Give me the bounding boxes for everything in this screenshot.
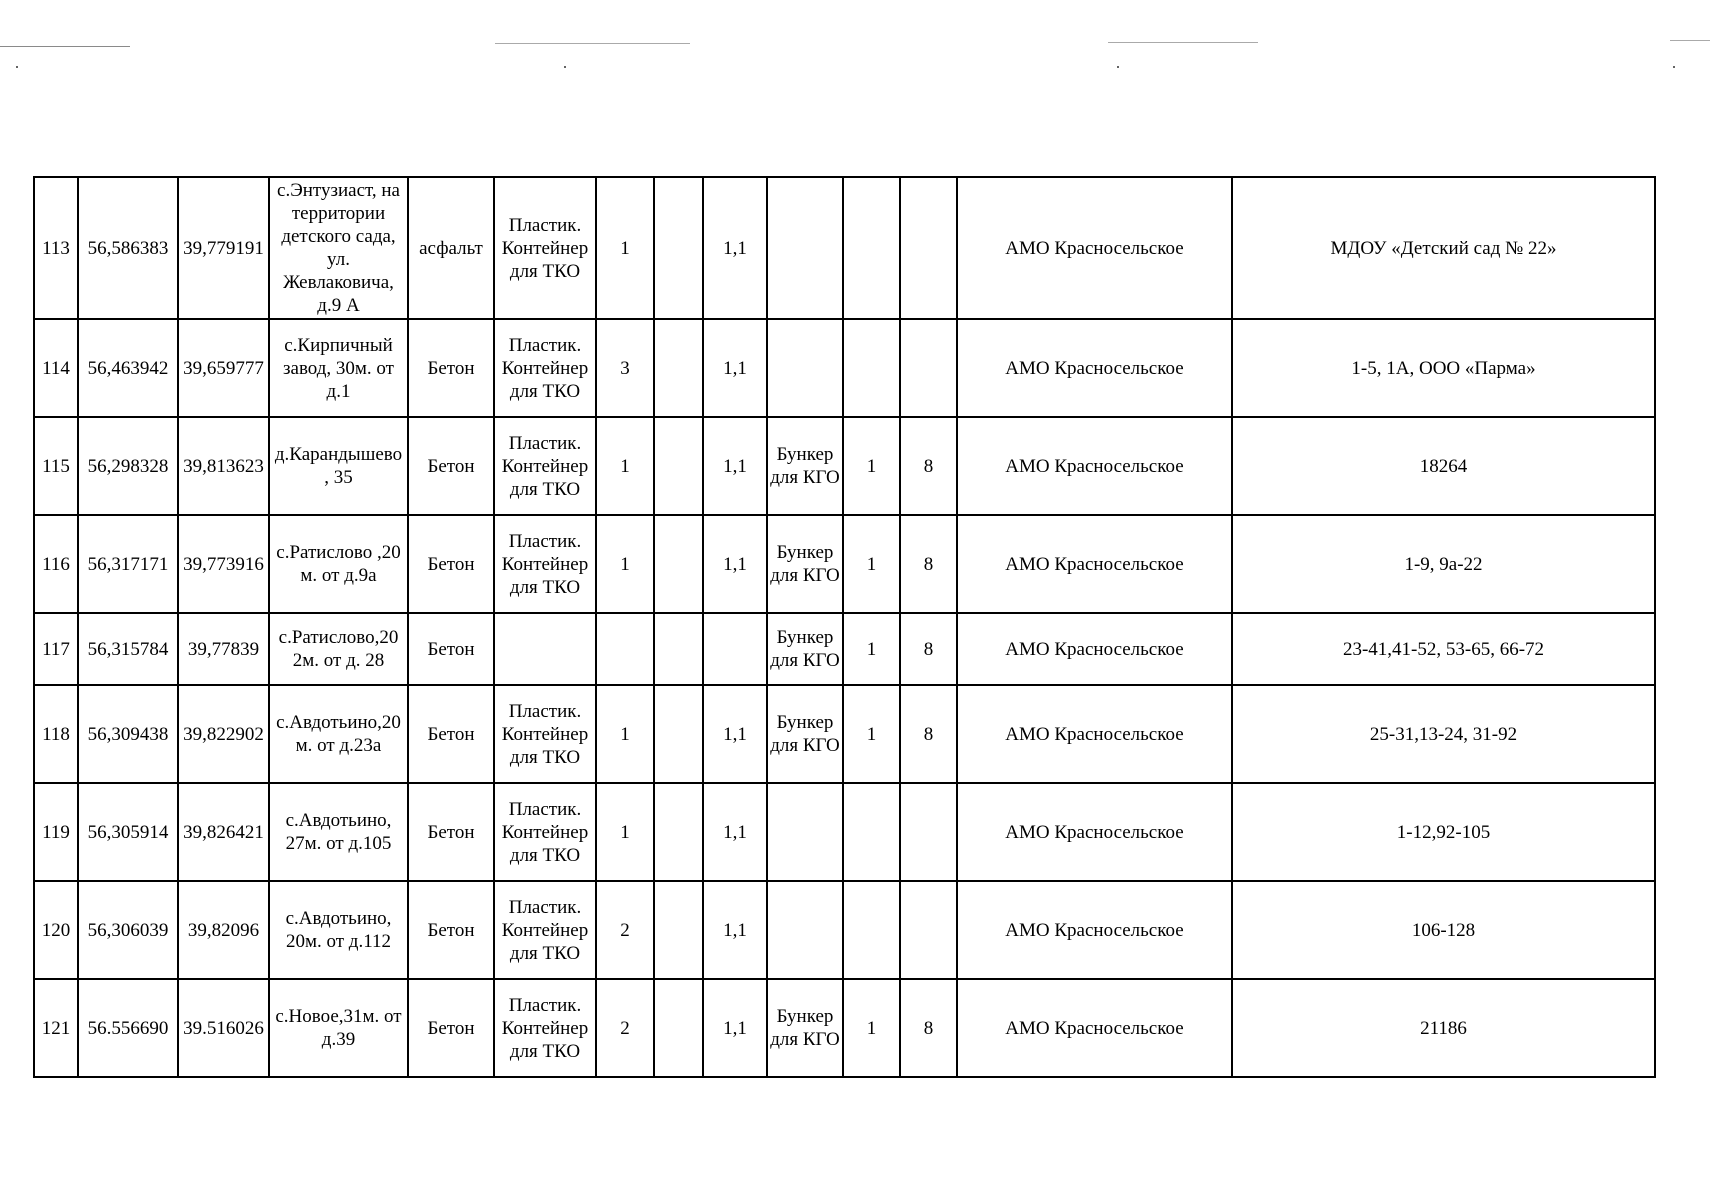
- container-count-cell: 2: [596, 979, 654, 1077]
- owner-cell: АМО Красносельское: [957, 417, 1232, 515]
- served-objects-cell: 23-41,41-52, 53-65, 66-72: [1232, 613, 1655, 685]
- bunker-volume-cell: 8: [900, 685, 957, 783]
- container-volume-cell: 1,1: [703, 881, 767, 979]
- bunker-count-cell: 1: [843, 613, 900, 685]
- bunker-type-cell: Бункер для КГО: [767, 613, 843, 685]
- table-row: [34, 685, 1655, 783]
- longitude-cell: 39,779191: [178, 177, 269, 319]
- bunker-volume-cell: 8: [900, 979, 957, 1077]
- bunker-type-cell: [767, 783, 843, 881]
- empty-cell: [654, 319, 703, 417]
- container-type-cell: [494, 613, 596, 685]
- container-volume-cell: 1,1: [703, 979, 767, 1077]
- latitude-cell: 56,305914: [78, 783, 178, 881]
- table-row: [34, 515, 1655, 613]
- empty-cell: [654, 613, 703, 685]
- surface-cell: Бетон: [408, 417, 494, 515]
- empty-cell: [654, 783, 703, 881]
- row-number-cell: 119: [34, 783, 78, 881]
- container-type-cell: Пластик. Контейнер для ТКО: [494, 979, 596, 1077]
- table-row: [34, 319, 1655, 417]
- served-objects-cell: 1-9, 9а-22: [1232, 515, 1655, 613]
- table-row: [34, 613, 1655, 685]
- owner-cell: АМО Красносельское: [957, 783, 1232, 881]
- surface-cell: Бетон: [408, 515, 494, 613]
- scan-artifact-line: [1670, 40, 1710, 41]
- bunker-count-cell: 1: [843, 685, 900, 783]
- container-type-cell: Пластик. Контейнер для ТКО: [494, 177, 596, 319]
- owner-cell: АМО Красносельское: [957, 613, 1232, 685]
- served-objects-cell: 1-12,92-105: [1232, 783, 1655, 881]
- container-volume-cell: 1,1: [703, 783, 767, 881]
- longitude-cell: 39,826421: [178, 783, 269, 881]
- empty-cell: [654, 515, 703, 613]
- container-count-cell: 2: [596, 881, 654, 979]
- owner-cell: АМО Красносельское: [957, 979, 1232, 1077]
- table-row: [34, 881, 1655, 979]
- table-container: [33, 176, 1656, 1078]
- row-number-cell: 116: [34, 515, 78, 613]
- bunker-count-cell: 1: [843, 515, 900, 613]
- bunker-count-cell: 1: [843, 979, 900, 1077]
- served-objects-cell: 25-31,13-24, 31-92: [1232, 685, 1655, 783]
- bunker-count-cell: [843, 881, 900, 979]
- container-count-cell: 3: [596, 319, 654, 417]
- served-objects-cell: 21186: [1232, 979, 1655, 1077]
- scan-artifact-line: [1108, 42, 1258, 43]
- scan-artifact-dot: [16, 66, 18, 68]
- container-volume-cell: 1,1: [703, 515, 767, 613]
- bunker-type-cell: Бункер для КГО: [767, 515, 843, 613]
- latitude-cell: 56,309438: [78, 685, 178, 783]
- bunker-volume-cell: 8: [900, 613, 957, 685]
- bunker-count-cell: [843, 177, 900, 319]
- bunker-count-cell: [843, 783, 900, 881]
- table-row: [34, 783, 1655, 881]
- surface-cell: Бетон: [408, 979, 494, 1077]
- owner-cell: АМО Красносельское: [957, 319, 1232, 417]
- scan-artifact-line: [495, 43, 690, 44]
- owner-cell: АМО Красносельское: [957, 515, 1232, 613]
- row-number-cell: 115: [34, 417, 78, 515]
- container-count-cell: 1: [596, 783, 654, 881]
- owner-cell: АМО Красносельское: [957, 177, 1232, 319]
- longitude-cell: 39,82096: [178, 881, 269, 979]
- container-type-cell: Пластик. Контейнер для ТКО: [494, 515, 596, 613]
- latitude-cell: 56,463942: [78, 319, 178, 417]
- surface-cell: Бетон: [408, 881, 494, 979]
- latitude-cell: 56,586383: [78, 177, 178, 319]
- bunker-type-cell: [767, 881, 843, 979]
- row-number-cell: 117: [34, 613, 78, 685]
- served-objects-cell: 106-128: [1232, 881, 1655, 979]
- row-number-cell: 118: [34, 685, 78, 783]
- bunker-count-cell: [843, 319, 900, 417]
- empty-cell: [654, 177, 703, 319]
- container-volume-cell: 1,1: [703, 177, 767, 319]
- container-type-cell: Пластик. Контейнер для ТКО: [494, 783, 596, 881]
- latitude-cell: 56.556690: [78, 979, 178, 1077]
- bunker-type-cell: [767, 177, 843, 319]
- address-cell: с.Авдотьино,20 м. от д.23а: [269, 685, 408, 783]
- container-volume-cell: 1,1: [703, 417, 767, 515]
- latitude-cell: 56,298328: [78, 417, 178, 515]
- address-cell: с.Авдотьино, 20м. от д.112: [269, 881, 408, 979]
- latitude-cell: 56,315784: [78, 613, 178, 685]
- longitude-cell: 39,813623: [178, 417, 269, 515]
- container-count-cell: 1: [596, 417, 654, 515]
- container-volume-cell: 1,1: [703, 319, 767, 417]
- latitude-cell: 56,306039: [78, 881, 178, 979]
- row-number-cell: 114: [34, 319, 78, 417]
- bunker-volume-cell: [900, 319, 957, 417]
- longitude-cell: 39,822902: [178, 685, 269, 783]
- surface-cell: Бетон: [408, 783, 494, 881]
- container-count-cell: [596, 613, 654, 685]
- surface-cell: Бетон: [408, 685, 494, 783]
- latitude-cell: 56,317171: [78, 515, 178, 613]
- bunker-volume-cell: 8: [900, 515, 957, 613]
- scan-artifact-line: [0, 46, 130, 47]
- address-cell: с.Ратислово ,20 м. от д.9а: [269, 515, 408, 613]
- bunker-volume-cell: 8: [900, 417, 957, 515]
- container-type-cell: Пластик. Контейнер для ТКО: [494, 685, 596, 783]
- container-volume-cell: 1,1: [703, 685, 767, 783]
- container-type-cell: Пластик. Контейнер для ТКО: [494, 319, 596, 417]
- longitude-cell: 39,773916: [178, 515, 269, 613]
- bunker-type-cell: [767, 319, 843, 417]
- served-objects-cell: 1-5, 1А, ООО «Парма»: [1232, 319, 1655, 417]
- address-cell: с.Новое,31м. от д.39: [269, 979, 408, 1077]
- surface-cell: асфальт: [408, 177, 494, 319]
- empty-cell: [654, 881, 703, 979]
- bunker-type-cell: Бункер для КГО: [767, 685, 843, 783]
- bunker-type-cell: Бункер для КГО: [767, 417, 843, 515]
- waste-sites-table: [33, 176, 1656, 1078]
- served-objects-cell: 18264: [1232, 417, 1655, 515]
- surface-cell: Бетон: [408, 319, 494, 417]
- row-number-cell: 113: [34, 177, 78, 319]
- owner-cell: АМО Красносельское: [957, 881, 1232, 979]
- container-type-cell: Пластик. Контейнер для ТКО: [494, 417, 596, 515]
- address-cell: с.Энтузиаст, на территории детского сада, ул. Жевлаковича, д.9 А: [269, 177, 408, 319]
- container-count-cell: 1: [596, 177, 654, 319]
- empty-cell: [654, 685, 703, 783]
- longitude-cell: 39,659777: [178, 319, 269, 417]
- surface-cell: Бетон: [408, 613, 494, 685]
- address-cell: д.Карандышево , 35: [269, 417, 408, 515]
- container-count-cell: 1: [596, 515, 654, 613]
- bunker-type-cell: Бункер для КГО: [767, 979, 843, 1077]
- empty-cell: [654, 417, 703, 515]
- bunker-count-cell: 1: [843, 417, 900, 515]
- container-volume-cell: [703, 613, 767, 685]
- row-number-cell: 121: [34, 979, 78, 1077]
- empty-cell: [654, 979, 703, 1077]
- container-type-cell: Пластик. Контейнер для ТКО: [494, 881, 596, 979]
- address-cell: с.Авдотьино, 27м. от д.105: [269, 783, 408, 881]
- address-cell: с.Ратислово,20 2м. от д. 28: [269, 613, 408, 685]
- container-count-cell: 1: [596, 685, 654, 783]
- table-body: [34, 177, 1655, 1077]
- table-row: [34, 177, 1655, 319]
- bunker-volume-cell: [900, 177, 957, 319]
- address-cell: с.Кирпичный завод, 30м. от д.1: [269, 319, 408, 417]
- longitude-cell: 39,77839: [178, 613, 269, 685]
- row-number-cell: 120: [34, 881, 78, 979]
- scan-artifact-dot: [564, 66, 566, 68]
- scan-artifact-dot: [1117, 66, 1119, 68]
- served-objects-cell: МДОУ «Детский сад № 22»: [1232, 177, 1655, 319]
- bunker-volume-cell: [900, 783, 957, 881]
- longitude-cell: 39.516026: [178, 979, 269, 1077]
- owner-cell: АМО Красносельское: [957, 685, 1232, 783]
- scan-artifact-dot: [1673, 66, 1675, 68]
- table-row: [34, 417, 1655, 515]
- bunker-volume-cell: [900, 881, 957, 979]
- table-row: [34, 979, 1655, 1077]
